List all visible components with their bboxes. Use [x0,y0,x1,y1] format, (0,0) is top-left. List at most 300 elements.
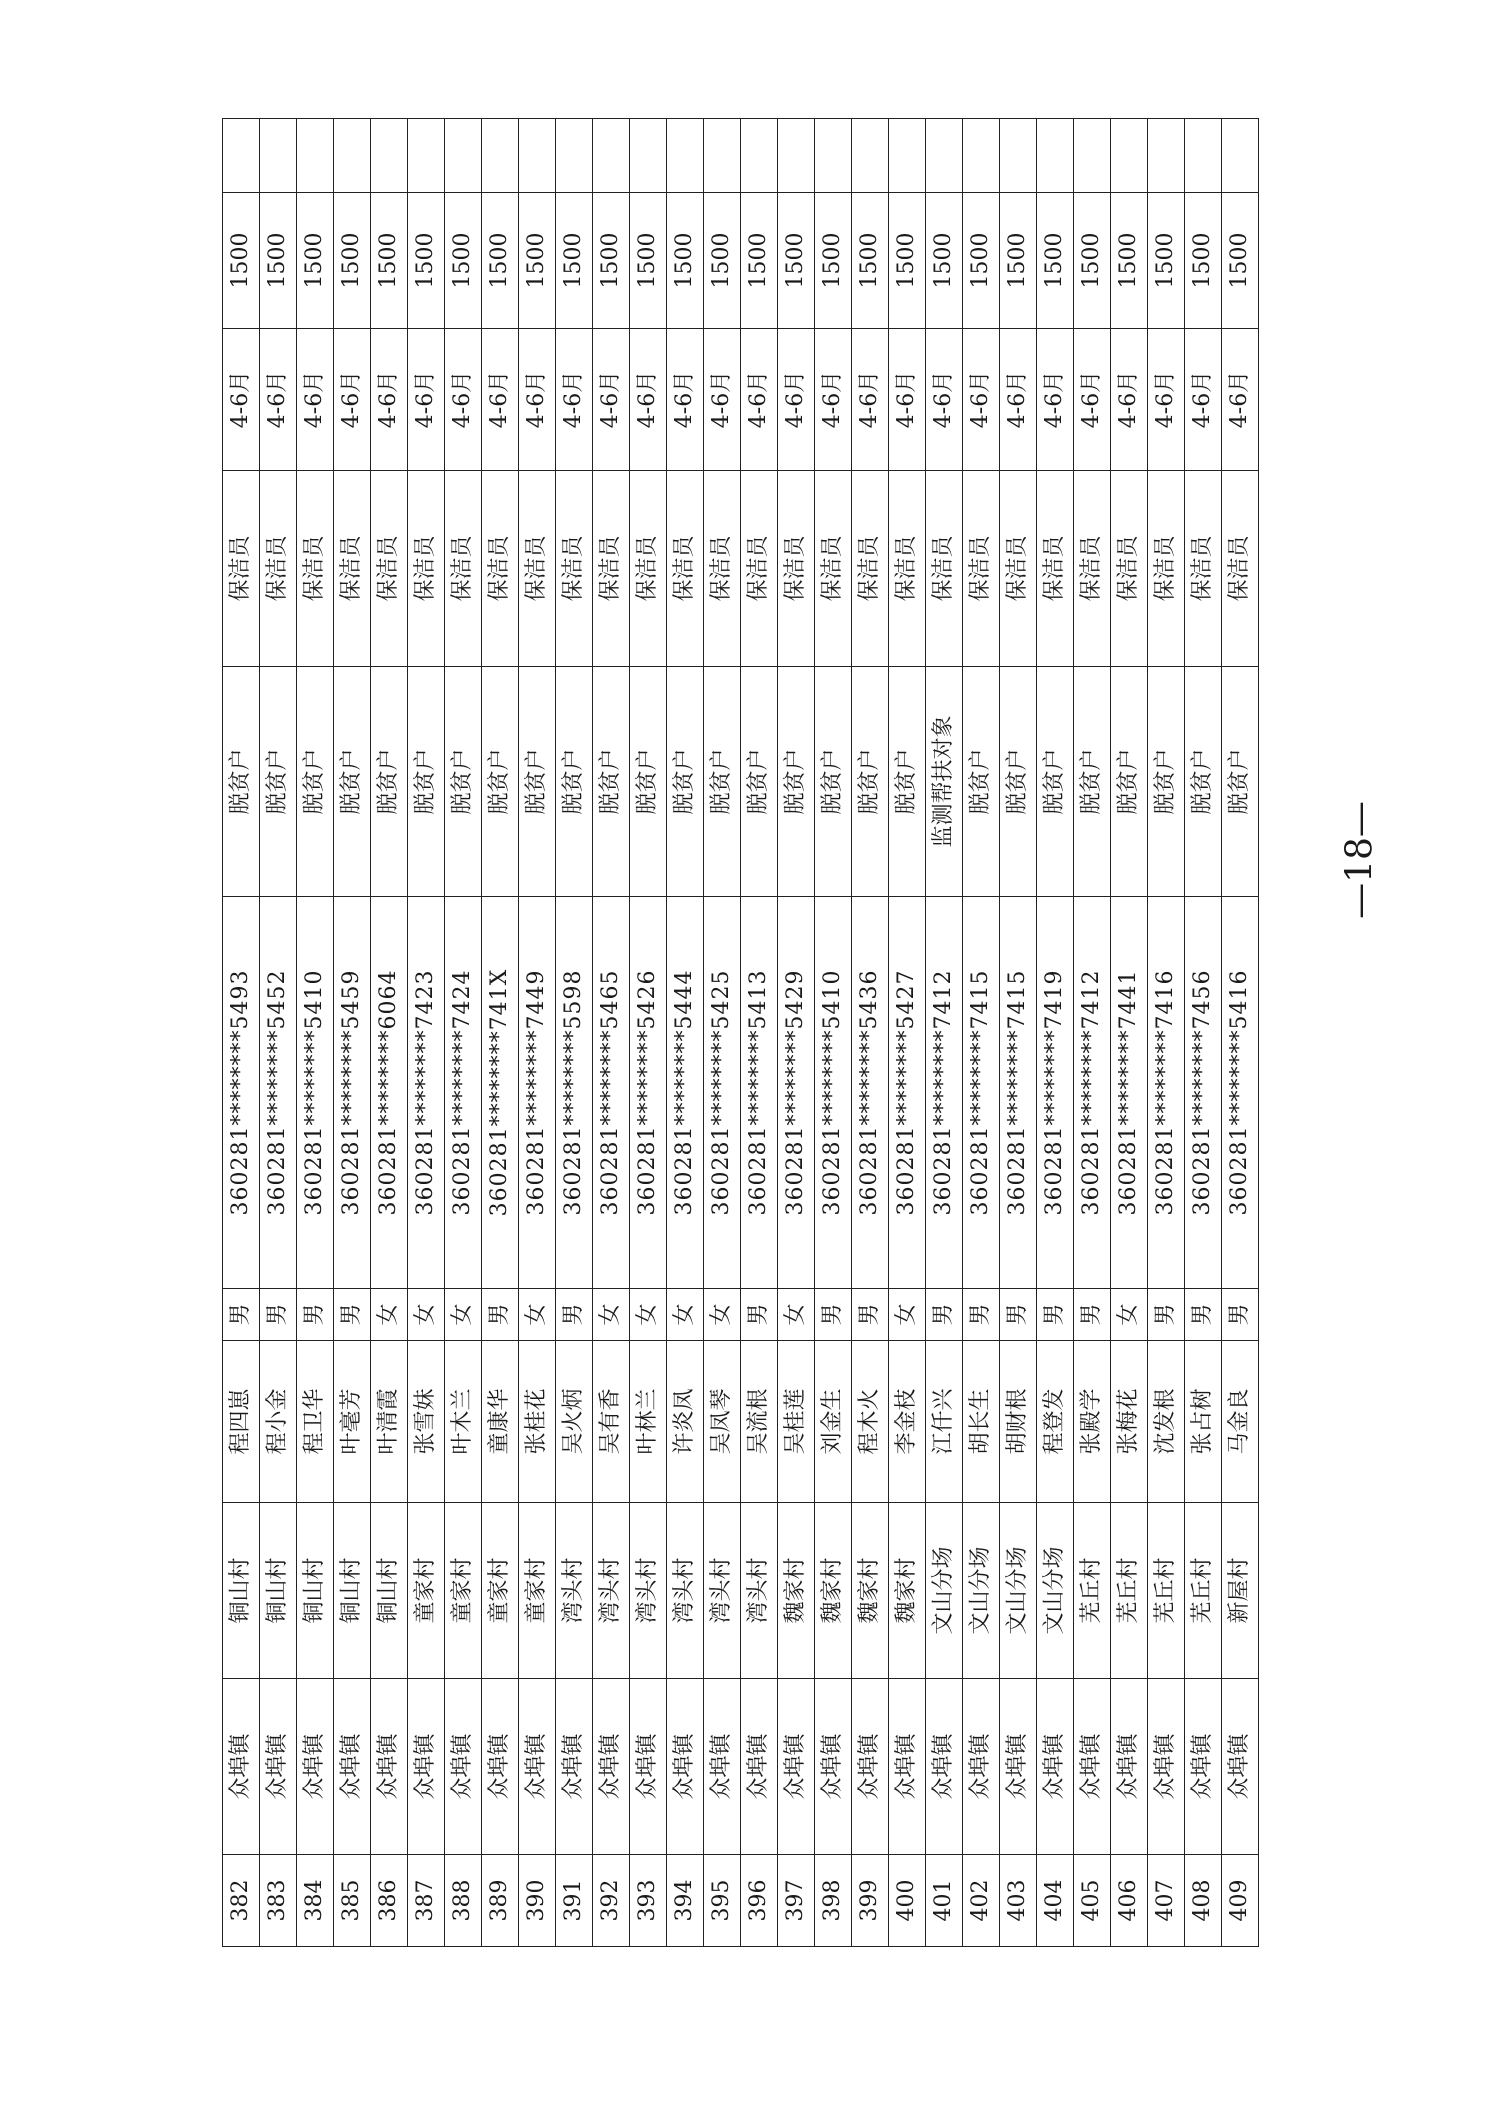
note-cell [334,119,371,193]
town-cell: 众埠镇 [852,1679,889,1855]
period-cell: 4-6月 [1222,329,1259,471]
table-row [1222,119,1259,1947]
table-row [704,119,741,1947]
town-cell: 众埠镇 [445,1679,482,1855]
table-row [778,119,815,1947]
village-cell: 文山分场 [1037,1503,1074,1679]
table-row [334,119,371,1947]
household-type-cell: 脱贫户 [445,667,482,897]
amount-cell: 1500 [815,193,852,329]
village-cell: 魏家村 [778,1503,815,1679]
name-cell: 程卫华 [297,1341,334,1503]
id-number-cell: 360281********5429 [778,897,815,1289]
period-cell: 4-6月 [815,329,852,471]
gender-cell: 男 [260,1289,297,1341]
gender-cell: 男 [1074,1289,1111,1341]
village-cell: 湾头村 [704,1503,741,1679]
job-cell: 保洁员 [223,471,260,667]
gender-cell: 男 [1148,1289,1185,1341]
amount-cell: 1500 [334,193,371,329]
period-cell: 4-6月 [741,329,778,471]
row-index: 393 [630,1855,667,1947]
job-cell: 保洁员 [963,471,1000,667]
note-cell [1000,119,1037,193]
note-cell [519,119,556,193]
row-index: 390 [519,1855,556,1947]
row-index: 406 [1111,1855,1148,1947]
village-cell: 文山分场 [1000,1503,1037,1679]
name-cell: 张雪妹 [408,1341,445,1503]
id-number-cell: 360281********5410 [815,897,852,1289]
table-row [1148,119,1185,1947]
note-cell [852,119,889,193]
village-cell: 铜山村 [297,1503,334,1679]
job-cell: 保洁员 [1185,471,1222,667]
table-row [445,119,482,1947]
household-type-cell: 脱贫户 [815,667,852,897]
row-index: 389 [482,1855,519,1947]
amount-cell: 1500 [408,193,445,329]
household-type-cell: 脱贫户 [704,667,741,897]
job-cell: 保洁员 [519,471,556,667]
row-index: 385 [334,1855,371,1947]
name-cell: 童康华 [482,1341,519,1503]
village-cell: 童家村 [519,1503,556,1679]
amount-cell: 1500 [371,193,408,329]
period-cell: 4-6月 [667,329,704,471]
household-type-cell: 脱贫户 [630,667,667,897]
row-index: 404 [1037,1855,1074,1947]
amount-cell: 1500 [852,193,889,329]
period-cell: 4-6月 [556,329,593,471]
period-cell: 4-6月 [1111,329,1148,471]
household-type-cell: 脱贫户 [593,667,630,897]
period-cell: 4-6月 [704,329,741,471]
id-number-cell: 360281********5426 [630,897,667,1289]
id-number-cell: 360281********5425 [704,897,741,1289]
amount-cell: 1500 [1111,193,1148,329]
household-type-cell: 脱贫户 [889,667,926,897]
gender-cell: 男 [1185,1289,1222,1341]
name-cell: 吴流根 [741,1341,778,1503]
household-type-cell: 脱贫户 [371,667,408,897]
amount-cell: 1500 [1000,193,1037,329]
gender-cell: 女 [519,1289,556,1341]
row-index: 400 [889,1855,926,1947]
period-cell: 4-6月 [519,329,556,471]
note-cell [556,119,593,193]
town-cell: 众埠镇 [593,1679,630,1855]
village-cell: 文山分场 [963,1503,1000,1679]
name-cell: 张占树 [1185,1341,1222,1503]
gender-cell: 男 [926,1289,963,1341]
job-cell: 保洁员 [593,471,630,667]
gender-cell: 女 [778,1289,815,1341]
period-cell: 4-6月 [297,329,334,471]
note-cell [408,119,445,193]
gender-cell: 女 [1111,1289,1148,1341]
amount-cell: 1500 [593,193,630,329]
gender-cell: 男 [556,1289,593,1341]
period-cell: 4-6月 [408,329,445,471]
row-index: 391 [556,1855,593,1947]
town-cell: 众埠镇 [815,1679,852,1855]
village-cell: 芜丘村 [1111,1503,1148,1679]
id-number-cell: 360281********7449 [519,897,556,1289]
name-cell: 吴凤琴 [704,1341,741,1503]
job-cell: 保洁员 [667,471,704,667]
row-index: 383 [260,1855,297,1947]
village-cell: 湾头村 [741,1503,778,1679]
gender-cell: 男 [334,1289,371,1341]
job-cell: 保洁员 [926,471,963,667]
gender-cell: 女 [704,1289,741,1341]
name-cell: 张殿学 [1074,1341,1111,1503]
table-row [852,119,889,1947]
amount-cell: 1500 [1185,193,1222,329]
id-number-cell: 360281********5598 [556,897,593,1289]
id-number-cell: 360281********6064 [371,897,408,1289]
period-cell: 4-6月 [223,329,260,471]
period-cell: 4-6月 [334,329,371,471]
id-number-cell: 360281********7424 [445,897,482,1289]
household-type-cell: 脱贫户 [1037,667,1074,897]
job-cell: 保洁员 [1148,471,1185,667]
town-cell: 众埠镇 [963,1679,1000,1855]
note-cell [1148,119,1185,193]
name-cell: 叶木兰 [445,1341,482,1503]
table-row [371,119,408,1947]
note-cell [1185,119,1222,193]
note-cell [741,119,778,193]
town-cell: 众埠镇 [482,1679,519,1855]
table-row [1074,119,1111,1947]
amount-cell: 1500 [926,193,963,329]
gender-cell: 男 [1000,1289,1037,1341]
amount-cell: 1500 [778,193,815,329]
household-type-cell: 脱贫户 [1222,667,1259,897]
row-index: 409 [1222,1855,1259,1947]
period-cell: 4-6月 [482,329,519,471]
id-number-cell: 360281********5436 [852,897,889,1289]
town-cell: 众埠镇 [741,1679,778,1855]
period-cell: 4-6月 [1185,329,1222,471]
amount-cell: 1500 [1222,193,1259,329]
amount-cell: 1500 [1037,193,1074,329]
town-cell: 众埠镇 [334,1679,371,1855]
gender-cell: 男 [741,1289,778,1341]
table-row [556,119,593,1947]
amount-cell: 1500 [963,193,1000,329]
table-row [593,119,630,1947]
name-cell: 胡财根 [1000,1341,1037,1503]
row-index: 405 [1074,1855,1111,1947]
gender-cell: 男 [223,1289,260,1341]
job-cell: 保洁员 [371,471,408,667]
page-number-text: —18— [1339,801,1381,919]
name-cell: 张梅花 [1111,1341,1148,1503]
household-type-cell: 脱贫户 [408,667,445,897]
note-cell [963,119,1000,193]
id-number-cell: 360281********5416 [1222,897,1259,1289]
table-row [741,119,778,1947]
id-number-cell: 360281********7415 [963,897,1000,1289]
table-row [667,119,704,1947]
household-type-cell: 脱贫户 [1185,667,1222,897]
name-cell: 刘金生 [815,1341,852,1503]
note-cell [223,119,260,193]
row-index: 401 [926,1855,963,1947]
name-cell: 张桂花 [519,1341,556,1503]
note-cell [297,119,334,193]
period-cell: 4-6月 [778,329,815,471]
town-cell: 众埠镇 [704,1679,741,1855]
row-index: 386 [371,1855,408,1947]
gender-cell: 女 [371,1289,408,1341]
row-index: 399 [852,1855,889,1947]
gender-cell: 男 [963,1289,1000,1341]
amount-cell: 1500 [445,193,482,329]
name-cell: 吴桂莲 [778,1341,815,1503]
row-index: 394 [667,1855,704,1947]
town-cell: 众埠镇 [1074,1679,1111,1855]
town-cell: 众埠镇 [519,1679,556,1855]
amount-cell: 1500 [889,193,926,329]
note-cell [889,119,926,193]
name-cell: 叶毫芳 [334,1341,371,1503]
household-type-cell: 脱贫户 [1111,667,1148,897]
name-cell: 叶林兰 [630,1341,667,1503]
name-cell: 程木火 [852,1341,889,1503]
id-number-cell: 360281********7412 [1074,897,1111,1289]
note-cell [260,119,297,193]
id-number-cell: 360281********5427 [889,897,926,1289]
household-type-cell: 脱贫户 [852,667,889,897]
gender-cell: 男 [852,1289,889,1341]
job-cell: 保洁员 [334,471,371,667]
id-number-cell: 360281********5452 [260,897,297,1289]
household-type-cell: 脱贫户 [963,667,1000,897]
gender-cell: 男 [482,1289,519,1341]
table-row [926,119,963,1947]
village-cell: 湾头村 [630,1503,667,1679]
row-index: 402 [963,1855,1000,1947]
period-cell: 4-6月 [926,329,963,471]
town-cell: 众埠镇 [371,1679,408,1855]
town-cell: 众埠镇 [778,1679,815,1855]
id-number-cell: 360281********7419 [1037,897,1074,1289]
table-row [1111,119,1148,1947]
village-cell: 童家村 [408,1503,445,1679]
period-cell: 4-6月 [445,329,482,471]
note-cell [926,119,963,193]
job-cell: 保洁员 [1111,471,1148,667]
village-cell: 芜丘村 [1148,1503,1185,1679]
table-row [297,119,334,1947]
village-cell: 童家村 [482,1503,519,1679]
table-row [223,119,260,1947]
id-number-cell: 360281********7423 [408,897,445,1289]
town-cell: 众埠镇 [1185,1679,1222,1855]
village-cell: 芜丘村 [1185,1503,1222,1679]
amount-cell: 1500 [1074,193,1111,329]
town-cell: 众埠镇 [1037,1679,1074,1855]
household-type-cell: 脱贫户 [334,667,371,897]
job-cell: 保洁员 [445,471,482,667]
table-row [1037,119,1074,1947]
note-cell [593,119,630,193]
gender-cell: 男 [1037,1289,1074,1341]
id-number-cell: 360281********7415 [1000,897,1037,1289]
town-cell: 众埠镇 [556,1679,593,1855]
row-index: 387 [408,1855,445,1947]
village-cell: 魏家村 [852,1503,889,1679]
gender-cell: 女 [593,1289,630,1341]
job-cell: 保洁员 [778,471,815,667]
id-number-cell: 360281********7416 [1148,897,1185,1289]
village-cell: 湾头村 [667,1503,704,1679]
name-cell: 许炎凤 [667,1341,704,1503]
household-type-cell: 脱贫户 [667,667,704,897]
note-cell [445,119,482,193]
amount-cell: 1500 [519,193,556,329]
household-type-cell: 脱贫户 [482,667,519,897]
id-number-cell: 360281********7456 [1185,897,1222,1289]
table-row [482,119,519,1947]
id-number-cell: 360281********7441 [1111,897,1148,1289]
amount-cell: 1500 [482,193,519,329]
town-cell: 众埠镇 [297,1679,334,1855]
household-type-cell: 脱贫户 [1148,667,1185,897]
note-cell [482,119,519,193]
name-cell: 沈发根 [1148,1341,1185,1503]
period-cell: 4-6月 [852,329,889,471]
gender-cell: 女 [445,1289,482,1341]
period-cell: 4-6月 [260,329,297,471]
job-cell: 保洁员 [630,471,667,667]
id-number-cell: 360281********5413 [741,897,778,1289]
village-cell: 新屋村 [1222,1503,1259,1679]
amount-cell: 1500 [556,193,593,329]
table-row [815,119,852,1947]
rotated-table-wrapper [222,119,1252,1947]
period-cell: 4-6月 [593,329,630,471]
name-cell: 胡长生 [963,1341,1000,1503]
amount-cell: 1500 [704,193,741,329]
household-type-cell: 脱贫户 [741,667,778,897]
amount-cell: 1500 [260,193,297,329]
village-cell: 芜丘村 [1074,1503,1111,1679]
job-cell: 保洁员 [852,471,889,667]
note-cell [778,119,815,193]
village-cell: 铜山村 [371,1503,408,1679]
job-cell: 保洁员 [1074,471,1111,667]
village-cell: 铜山村 [223,1503,260,1679]
household-type-cell: 监测帮扶对象 [926,667,963,897]
note-cell [1074,119,1111,193]
household-type-cell: 脱贫户 [1000,667,1037,897]
village-cell: 湾头村 [593,1503,630,1679]
period-cell: 4-6月 [889,329,926,471]
village-cell: 湾头村 [556,1503,593,1679]
row-index: 398 [815,1855,852,1947]
job-cell: 保洁员 [556,471,593,667]
amount-cell: 1500 [741,193,778,329]
job-cell: 保洁员 [260,471,297,667]
beneficiary-table [222,118,1259,1947]
table-row [889,119,926,1947]
name-cell: 李金枝 [889,1341,926,1503]
job-cell: 保洁员 [1222,471,1259,667]
village-cell: 文山分场 [926,1503,963,1679]
note-cell [667,119,704,193]
job-cell: 保洁员 [815,471,852,667]
village-cell: 铜山村 [260,1503,297,1679]
gender-cell: 女 [889,1289,926,1341]
period-cell: 4-6月 [371,329,408,471]
amount-cell: 1500 [630,193,667,329]
id-number-cell: 360281********5410 [297,897,334,1289]
job-cell: 保洁员 [704,471,741,667]
village-cell: 魏家村 [889,1503,926,1679]
table-row [1000,119,1037,1947]
name-cell: 马金良 [1222,1341,1259,1503]
amount-cell: 1500 [223,193,260,329]
id-number-cell: 360281********741X [482,897,519,1289]
row-index: 395 [704,1855,741,1947]
row-index: 396 [741,1855,778,1947]
id-number-cell: 360281********5444 [667,897,704,1289]
period-cell: 4-6月 [630,329,667,471]
town-cell: 众埠镇 [630,1679,667,1855]
gender-cell: 男 [815,1289,852,1341]
amount-cell: 1500 [297,193,334,329]
period-cell: 4-6月 [963,329,1000,471]
row-index: 408 [1185,1855,1222,1947]
household-type-cell: 脱贫户 [778,667,815,897]
town-cell: 众埠镇 [1222,1679,1259,1855]
household-type-cell: 脱贫户 [1074,667,1111,897]
job-cell: 保洁员 [297,471,334,667]
household-type-cell: 脱贫户 [260,667,297,897]
id-number-cell: 360281********7412 [926,897,963,1289]
table-row [408,119,445,1947]
village-cell: 魏家村 [815,1503,852,1679]
amount-cell: 1500 [1148,193,1185,329]
note-cell [1111,119,1148,193]
job-cell: 保洁员 [1000,471,1037,667]
page-number [1330,760,1390,960]
household-type-cell: 脱贫户 [297,667,334,897]
table-row [1185,119,1222,1947]
village-cell: 铜山村 [334,1503,371,1679]
town-cell: 众埠镇 [223,1679,260,1855]
note-cell [630,119,667,193]
id-number-cell: 360281********5459 [334,897,371,1289]
household-type-cell: 脱贫户 [519,667,556,897]
id-number-cell: 360281********5493 [223,897,260,1289]
note-cell [815,119,852,193]
note-cell [1037,119,1074,193]
town-cell: 众埠镇 [926,1679,963,1855]
household-type-cell: 脱贫户 [223,667,260,897]
amount-cell: 1500 [667,193,704,329]
row-index: 397 [778,1855,815,1947]
row-index: 392 [593,1855,630,1947]
table-row [963,119,1000,1947]
name-cell: 程登发 [1037,1341,1074,1503]
town-cell: 众埠镇 [1148,1679,1185,1855]
